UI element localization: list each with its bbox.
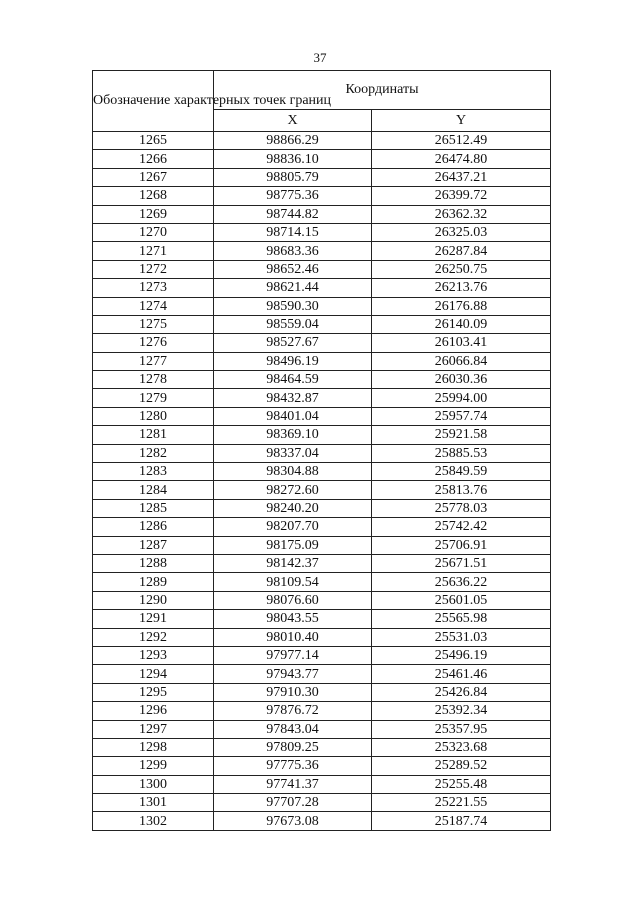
table-row <box>93 720 551 738</box>
y-cell: 25289.52 <box>372 757 551 775</box>
y-cell: 26250.75 <box>372 260 551 278</box>
y-cell: 25921.58 <box>372 426 551 444</box>
point-cell: 1277 <box>93 352 214 370</box>
point-cell: 1271 <box>93 242 214 260</box>
y-cell: 26325.03 <box>372 223 551 241</box>
point-cell: 1276 <box>93 334 214 352</box>
table-row <box>93 426 551 444</box>
table-row <box>93 389 551 407</box>
x-cell: 98683.36 <box>214 242 372 260</box>
point-cell: 1286 <box>93 518 214 536</box>
point-cell: 1270 <box>93 223 214 241</box>
y-cell: 25426.84 <box>372 683 551 701</box>
y-cell: 26437.21 <box>372 168 551 186</box>
y-cell: 26066.84 <box>372 352 551 370</box>
table-row <box>93 297 551 315</box>
y-cell: 25671.51 <box>372 554 551 572</box>
y-cell: 25778.03 <box>372 499 551 517</box>
table-row <box>93 205 551 223</box>
x-cell: 98010.40 <box>214 628 372 646</box>
table-row <box>93 702 551 720</box>
y-cell: 26030.36 <box>372 371 551 389</box>
y-cell: 25255.48 <box>372 775 551 793</box>
x-cell: 98652.46 <box>214 260 372 278</box>
x-cell: 98175.09 <box>214 536 372 554</box>
x-cell: 98744.82 <box>214 205 372 223</box>
table-row <box>93 499 551 517</box>
x-cell: 98401.04 <box>214 407 372 425</box>
point-cell: 1285 <box>93 499 214 517</box>
point-cell: 1266 <box>93 150 214 168</box>
point-cell: 1279 <box>93 389 214 407</box>
y-cell: 25849.59 <box>372 463 551 481</box>
x-cell: 97876.72 <box>214 702 372 720</box>
point-cell: 1268 <box>93 187 214 205</box>
table-row <box>93 775 551 793</box>
table-row <box>93 573 551 591</box>
x-cell: 98432.87 <box>214 389 372 407</box>
point-cell: 1278 <box>93 371 214 389</box>
table-row <box>93 315 551 333</box>
table-header <box>93 71 551 132</box>
y-cell: 25357.95 <box>372 720 551 738</box>
x-cell: 98590.30 <box>214 297 372 315</box>
x-cell: 98207.70 <box>214 518 372 536</box>
y-cell: 25994.00 <box>372 389 551 407</box>
point-cell: 1294 <box>93 665 214 683</box>
table-row <box>93 260 551 278</box>
y-cell: 26103.41 <box>372 334 551 352</box>
y-cell: 25461.46 <box>372 665 551 683</box>
x-cell: 97809.25 <box>214 738 372 756</box>
table-row <box>93 481 551 499</box>
table-row <box>93 371 551 389</box>
table-row <box>93 223 551 241</box>
y-cell: 25323.68 <box>372 738 551 756</box>
x-cell: 98836.10 <box>214 150 372 168</box>
y-cell: 25601.05 <box>372 591 551 609</box>
x-cell: 98559.04 <box>214 315 372 333</box>
header-coordinates: Координаты <box>214 71 551 110</box>
x-cell: 98043.55 <box>214 610 372 628</box>
y-cell: 25221.55 <box>372 794 551 812</box>
y-cell: 26140.09 <box>372 315 551 333</box>
table-row <box>93 757 551 775</box>
point-cell: 1283 <box>93 463 214 481</box>
table-row <box>93 683 551 701</box>
point-cell: 1291 <box>93 610 214 628</box>
point-cell: 1274 <box>93 297 214 315</box>
x-cell: 98621.44 <box>214 279 372 297</box>
table-row <box>93 554 551 572</box>
point-cell: 1289 <box>93 573 214 591</box>
table-row <box>93 646 551 664</box>
point-cell: 1269 <box>93 205 214 223</box>
x-cell: 98109.54 <box>214 573 372 591</box>
y-cell: 26399.72 <box>372 187 551 205</box>
y-cell: 25531.03 <box>372 628 551 646</box>
point-cell: 1293 <box>93 646 214 664</box>
table-row <box>93 352 551 370</box>
point-cell: 1281 <box>93 426 214 444</box>
header-point-designation: Обозначение характерных точек границ <box>93 71 214 132</box>
y-cell: 25813.76 <box>372 481 551 499</box>
point-cell: 1265 <box>93 132 214 150</box>
y-cell: 26362.32 <box>372 205 551 223</box>
x-cell: 98240.20 <box>214 499 372 517</box>
point-cell: 1272 <box>93 260 214 278</box>
y-cell: 26512.49 <box>372 132 551 150</box>
y-cell: 25496.19 <box>372 646 551 664</box>
table-row <box>93 518 551 536</box>
table-row <box>93 150 551 168</box>
x-cell: 97843.04 <box>214 720 372 738</box>
point-cell: 1302 <box>93 812 214 830</box>
table-row <box>93 168 551 186</box>
y-cell: 26176.88 <box>372 297 551 315</box>
coordinates-table <box>92 70 551 831</box>
point-cell: 1275 <box>93 315 214 333</box>
y-cell: 25636.22 <box>372 573 551 591</box>
x-cell: 98369.10 <box>214 426 372 444</box>
x-cell: 97910.30 <box>214 683 372 701</box>
y-cell: 25885.53 <box>372 444 551 462</box>
x-cell: 97673.08 <box>214 812 372 830</box>
x-cell: 98464.59 <box>214 371 372 389</box>
y-cell: 25187.74 <box>372 812 551 830</box>
x-cell: 98142.37 <box>214 554 372 572</box>
table-row <box>93 812 551 830</box>
x-cell: 97741.37 <box>214 775 372 793</box>
table-row <box>93 610 551 628</box>
table-row <box>93 665 551 683</box>
x-cell: 97775.36 <box>214 757 372 775</box>
y-cell: 26474.80 <box>372 150 551 168</box>
x-cell: 98496.19 <box>214 352 372 370</box>
x-cell: 98304.88 <box>214 463 372 481</box>
point-cell: 1273 <box>93 279 214 297</box>
table-row <box>93 463 551 481</box>
table-row <box>93 738 551 756</box>
point-cell: 1298 <box>93 738 214 756</box>
x-cell: 97977.14 <box>214 646 372 664</box>
point-cell: 1301 <box>93 794 214 812</box>
table-row <box>93 444 551 462</box>
table-row <box>93 407 551 425</box>
y-cell: 25565.98 <box>372 610 551 628</box>
x-cell: 98775.36 <box>214 187 372 205</box>
y-cell: 25742.42 <box>372 518 551 536</box>
point-cell: 1280 <box>93 407 214 425</box>
y-cell: 26287.84 <box>372 242 551 260</box>
x-cell: 98272.60 <box>214 481 372 499</box>
header-x: X <box>214 110 372 132</box>
table-row <box>93 279 551 297</box>
table-row <box>93 242 551 260</box>
point-cell: 1296 <box>93 702 214 720</box>
table-body <box>93 132 551 831</box>
table-row <box>93 536 551 554</box>
table-row <box>93 187 551 205</box>
table-row <box>93 591 551 609</box>
x-cell: 98076.60 <box>214 591 372 609</box>
table-row <box>93 132 551 150</box>
y-cell: 25706.91 <box>372 536 551 554</box>
table-row <box>93 334 551 352</box>
y-cell: 25957.74 <box>372 407 551 425</box>
table-row <box>93 794 551 812</box>
point-cell: 1287 <box>93 536 214 554</box>
x-cell: 98714.15 <box>214 223 372 241</box>
point-cell: 1284 <box>93 481 214 499</box>
y-cell: 26213.76 <box>372 279 551 297</box>
x-cell: 97943.77 <box>214 665 372 683</box>
point-cell: 1300 <box>93 775 214 793</box>
x-cell: 98337.04 <box>214 444 372 462</box>
table-row <box>93 628 551 646</box>
header-y: Y <box>372 110 551 132</box>
x-cell: 98805.79 <box>214 168 372 186</box>
x-cell: 98527.67 <box>214 334 372 352</box>
page-number: 37 <box>313 50 327 65</box>
point-cell: 1295 <box>93 683 214 701</box>
point-cell: 1288 <box>93 554 214 572</box>
point-cell: 1290 <box>93 591 214 609</box>
point-cell: 1267 <box>93 168 214 186</box>
point-cell: 1299 <box>93 757 214 775</box>
point-cell: 1297 <box>93 720 214 738</box>
point-cell: 1292 <box>93 628 214 646</box>
point-cell: 1282 <box>93 444 214 462</box>
x-cell: 98866.29 <box>214 132 372 150</box>
x-cell: 97707.28 <box>214 794 372 812</box>
y-cell: 25392.34 <box>372 702 551 720</box>
